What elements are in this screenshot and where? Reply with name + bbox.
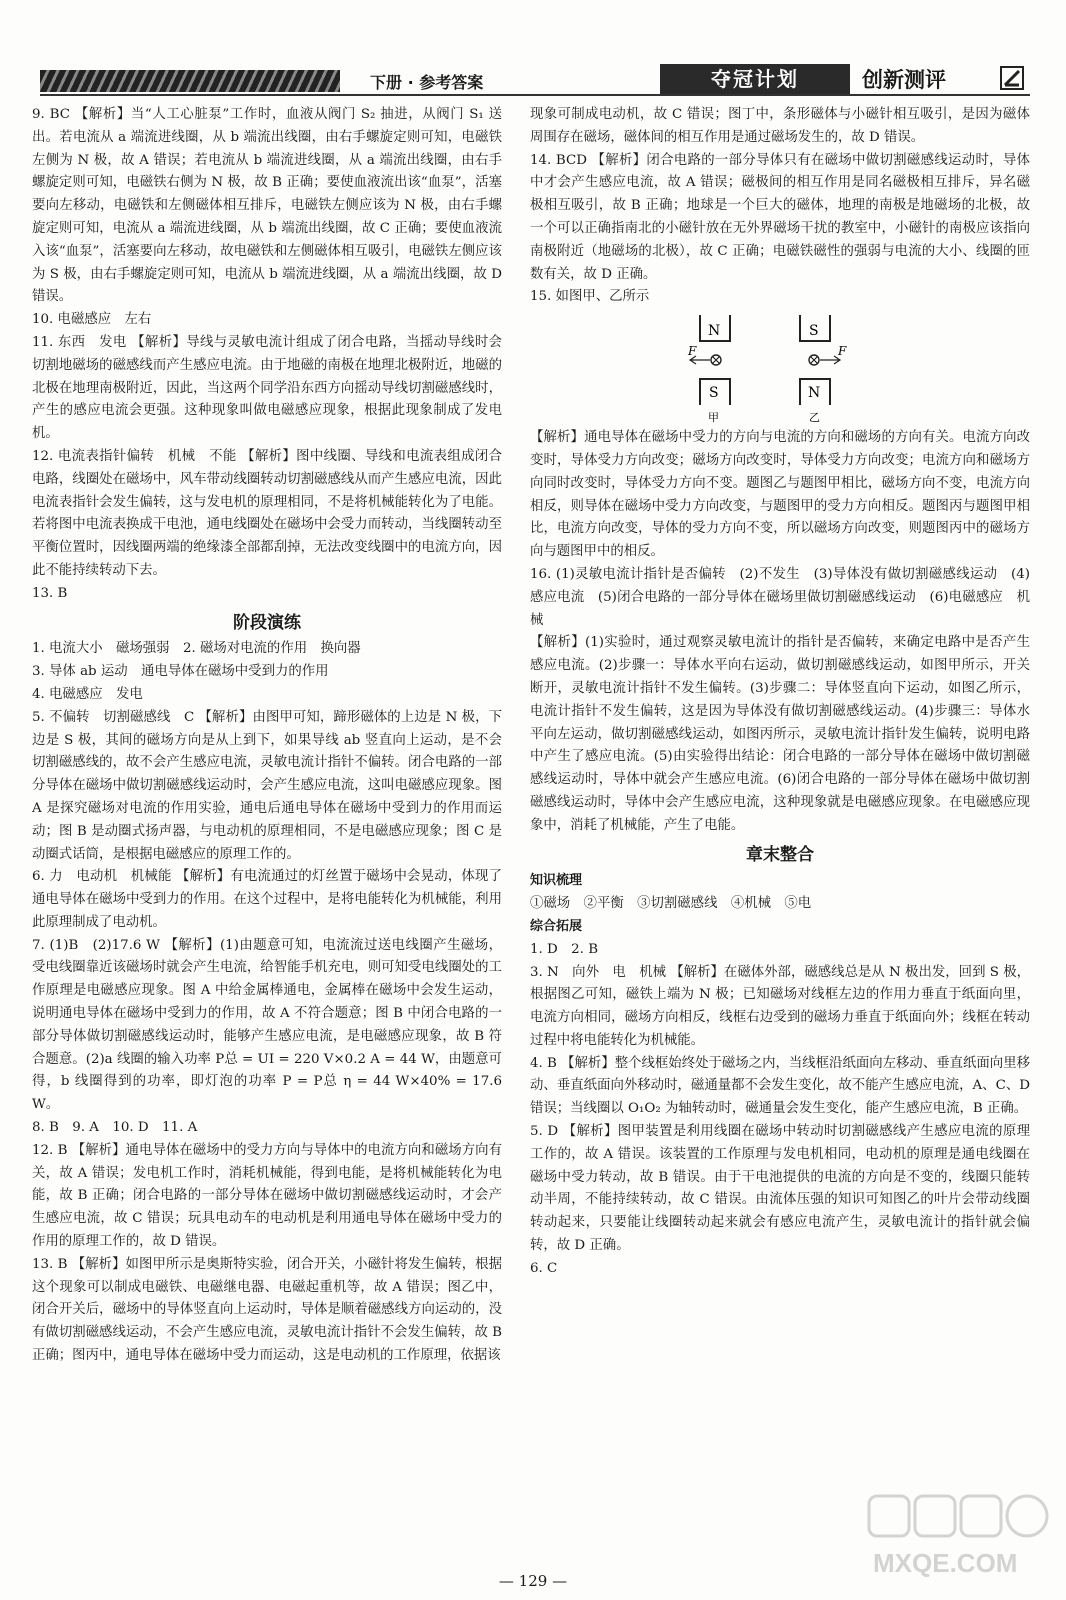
- practice-1-2: 1. 电流大小 磁场强弱 2. 磁场对电流的作用 换向器: [32, 641, 361, 657]
- label-s-yi: S: [809, 323, 819, 340]
- knowledge-items: ①磁场 ②平衡 ③切割磁感线 ④机械 ⑤电: [530, 896, 812, 912]
- section-title-chapter: 章末整合: [746, 844, 814, 865]
- extension-4: 4. B 【解析】整个线框始终处于磁场之内，当线框沿纸面向左移动、垂直纸面向里移动、垂直纸面向外移动时，磁通量都不会发生变化，故不能产生感应电流，A、C、D 错误；当线圈以 O₁O₂ 为轴转动时，磁通量会发生变化，能产生感应电流，B 正确。: [530, 1055, 1030, 1117]
- answer-10: 10. 电磁感应 左右: [32, 312, 152, 328]
- practice-8-11: 8. B 9. A 10. D 11. A: [32, 1120, 198, 1136]
- practice-4: 4. 电磁感应 发电: [32, 686, 143, 702]
- label-n-jia: N: [708, 323, 721, 340]
- label-yi: 乙: [809, 411, 820, 425]
- brand-logo: 夺冠计划: [660, 64, 850, 94]
- extension-6: 6. C: [530, 1260, 558, 1276]
- practice-14: 14. BCD 【解析】闭合电路的一部分导体只有在磁场中做切割磁感线运动时，导体中才会产生感应电流，故 A 错误；磁极间的相互作用是同名磁极相互排斥，异名磁极相互吸引，故 B 正确；地球是一个巨大的磁体，地理的南极是地磁场的北极，故一个可以正确指南北的小磁针放在无外界磁场干扰的教室中，小磁针的南极应该指向南极附近（地磁场的北极），故 C 正确；电磁铁磁性的强弱与电流的大小、线圈的匝数有关，故 D 正确。: [530, 152, 1030, 282]
- practice-15: 15. 如图甲、乙所示: [530, 289, 650, 305]
- answer-11: 11. 东西 发电 【解析】导线与灵敏电流计组成了闭合电路，当摇动导线时会切割地磁场的磁感线而产生感应电流。由于地磁的南极在地理北极附近，地磁的北极在地理南极附近，因此，当这两个同学沿东西方向摇动导线切割磁感线时，产生的感应电流会更强。这种现象叫做电磁感应现象，根据此现象制成了发电机。: [32, 334, 502, 442]
- diagram-yi: [800, 315, 847, 424]
- practice-13: 13. B 【解析】如图甲所示是奥斯特实验，闭合开关，小磁针将发生偏转，根据这个现象可以制成电磁铁、电磁继电器、电磁起重机等，故 A 错误；图乙中，闭合开关后，磁场中的导体竖直向上运动时，导体是顺着磁感线方向运动的，没有做切割磁感线运动，不会产生感应电流，灵敏电流计指针不会发生偏转，故 B 正确；图丙中，通电导体在磁场中受力而运动，这是电动机的工作原理，依据该: [32, 1256, 502, 1364]
- practice-15-analysis: 【解析】通电导体在磁场中受力的方向与电流的方向和磁场的方向有关。电流方向改变时，导体受力方向改变；磁场方向改变时，导体受力方向改变；电流方向和磁场方向同时改变时，导体受力方向不变。题图乙与题图甲相比，磁场方向不变，电流方向相反，则导体在磁场中受力方向改变，与题图甲的受力方向相反。题图丙与题图甲相比，电流方向改变，导体的受力方向不变，所以磁场方向改变，则题图丙中的磁场方向与题图甲中的相反。: [530, 430, 1030, 560]
- header-title: 下册 · 参考答案: [370, 73, 484, 92]
- label-n-yi: N: [808, 385, 821, 402]
- extension-5: 5. D 【解析】图甲装置是利用线圈在磁场中转动时切割磁感线产生感应电流的原理工作的，故 A 错误。该装置的工作原理与发电机相同，电动机的原理是通电线圈在磁场中受力转动，故 B 错误。由于干电池提供的电流的方向是不变的，线圈只能转动半周，不能持续转动，故 C 错误。由流体压强的知识可知图乙的叶片会带动线圈转动起来，只要能让线圈转动起来就会有感应电流产生，灵敏电流计的指针就会偏转，故 D 正确。: [530, 1124, 1030, 1254]
- practice-12: 12. B 【解析】通电导体在磁场中的受力方向与导体中的电流方向和磁场方向有关，故 A 错误；发电机工作时，消耗机械能，得到电能，是将机械能转化为电能，故 B 正确；闭合电路的一部分导体在磁场中做切割磁感线运动时，才会产生感应电流，故 C 错误；玩具电动车的电动机是利用通电导体在磁场中受力的作用的原理工作的，故 D 错误。: [32, 1142, 502, 1250]
- answer-12: 12. 电流表指针偏转 机械 不能 【解析】图中线圈、导线和电流表组成闭合电路，线圈处在磁场中，风车带动线圈转动切割磁感线从而产生感应电流，因此电流表指针会发生偏转，这与发电机的原理相同，不是将机械能转化为了电能。若将图中电流表换成干电池，通电线圈处在磁场中会受力而转动，当线圈转动至平衡位置时，因线圈两端的绝缘漆全部都刮掉，无法改变线圈中的电流方向，因此不能持续转动下去。: [32, 448, 502, 578]
- label-f-yi: F: [838, 344, 847, 359]
- header-decoration: [40, 70, 340, 92]
- extension-title: 综合拓展: [530, 918, 583, 934]
- label-jia: 甲: [708, 411, 719, 425]
- svg-text:MXQE.COM: MXQE.COM: [873, 1548, 1018, 1578]
- header-rule: [40, 94, 1030, 96]
- label-f-jia: F: [688, 344, 697, 359]
- practice-16-analysis: 【解析】(1)实验时，通过观察灵敏电流计的指针是否偏转，来确定电路中是否产生感应电流。(2)步骤一：导体水平向右运动，做切割磁感线运动，如图甲所示，开关断开，灵敏电流计指针不发生偏转。(3)步骤二：导体竖直向下运动，如图乙所示，电流计指针不发生偏转，这是因为导体没有做切割磁感线运动。(4)步骤三：导体水平向左运动，做切割磁感线运动，如图丙所示，灵敏电流计指针发生偏转，说明电路中产生了感应电流。(5)由实验得出结论：闭合电路的一部分导体在磁场中做切割磁感线运动时，导体中就会产生感应电流。(6)闭合电路的一部分导体在磁场中做切割磁感线运动时，导体中会产生感应电流，这种现象就是电磁感应现象。在电磁感应现象中，消耗了机械能，产生了电能。: [530, 635, 1030, 833]
- label-s-jia: S: [709, 385, 719, 402]
- section-title-practice: 阶段演练: [233, 612, 301, 633]
- page-header: [40, 58, 1030, 100]
- watermark-logo: [865, 1490, 1055, 1585]
- check-icon: [1000, 66, 1024, 90]
- right-column: [530, 104, 1030, 1281]
- page-number: — 129 —: [498, 1572, 568, 1590]
- knowledge-title: 知识梳理: [530, 873, 583, 889]
- practice-7: 7. (1)B (2)17.6 W 【解析】(1)由题意可知，电流流过送电线圈产生磁场，受电线圈靠近该磁场时就会产生电流，给智能手机充电，则可知受电线圈处的工作原理是电磁感应现象。图 A 中给金属棒通电，金属棒在磁场中会发生运动，说明通电导体在磁场中受到力的作用，故 A 不符合题意；图 B 中闭合电路的一部分导体做切割磁感线运动时，能够产生感应电流，是电磁感应现象，故 B 符合题意。(2)a 线圈的输入功率 P总 = UI = 220 V×0.2 A = 44 W，由题意可得，b 线圈得到的功率，即灯泡的功率 P = P总 η = 44 W×40% = 17.6 W。: [32, 937, 502, 1113]
- left-column: [32, 104, 502, 1368]
- practice-16: 16. (1)灵敏电流计指针是否偏转 (2)不发生 (3)导体没有做切割磁感线运动 (4)感应电流 (5)闭合电路的一部分导体在磁场里做切割磁感线运动 (6)电磁感应 机械: [530, 566, 1030, 628]
- practice-5: 5. 不偏转 切割磁感线 C 【解析】由图甲可知，蹄形磁体的上边是 N 极，下边是 S 极，其间的磁场方向是从上到下，如果导线 ab 竖直向上运动，是不会切割磁感线的，故不会产生感应电流，灵敏电流计指针不偏转。闭合电路的一部分导体在磁场中做切割磁感线运动时，会产生感应电流，这叫电磁感应现象。图 A 是探究磁场对电流的作用实验，通电后通电导体在磁场中受到力的作用而运动；图 B 是动圈式扬声器，与电动机的原理相同，不是电磁感应现象；图 C 是动圈式话筒，是根据电磁感应的原理工作的。: [32, 709, 502, 862]
- answer-9: 9. BC 【解析】当“人工心脏泵”工作时，血液从阀门 S₂ 抽进，从阀门 S₁ 送出。若电流从 a 端流进线圈，从 b 端流出线圈，由右手螺旋定则可知，电磁铁左侧为 N 极，故 A 错误；若电流从 b 端流进线圈，从 a 端流出线圈，由右手螺旋定则可知，电磁铁右侧为 N 极，故 B 正确；要使血液流出该“血泵”，活塞要向左移动，电磁铁和左侧磁体相互排斥，电磁铁左侧应该为 N 极，由右手螺旋定则可知，电流从 a 端流进线圈，从 b 端流出线圈，故 C 正确；要使血液流入该“血泵”，活塞要向左移动，故电磁铁和左侧磁体相互吸引，电磁铁左侧应该为 S 极，由右手螺旋定则可知，电流从 b 端流进线圈，从 a 端流出线圈，故 D 错误。: [32, 107, 502, 305]
- practice-3: 3. 导体 ab 运动 通电导体在磁场中受到力的作用: [32, 664, 329, 680]
- magnet-diagram: [690, 313, 860, 423]
- brand-subtitle: 创新测评: [862, 68, 946, 92]
- practice-13-cont: 现象可制成电动机，故 C 错误；图丁中，条形磁体与小磁针相互吸引，是因为磁体周围存在磁场，磁体间的相互作用是通过磁场发生的，故 D 错误。: [530, 107, 1030, 145]
- answer-13: 13. B: [32, 585, 68, 601]
- extension-3: 3. N 向外 电 机械 【解析】在磁体外部，磁感线总是从 N 极出发，回到 S 极，根据图乙可知，磁铁上端为 N 极；已知磁场对线框左边的作用力垂直于纸面向里，电流方向相同，磁场方向相反，线框右边受到的磁场力垂直于纸面向外；线框在转动过程中将电能转化为机械能。: [530, 964, 1030, 1048]
- diagram-jia: [687, 315, 730, 424]
- extension-1-2: 1. D 2. B: [530, 941, 599, 957]
- practice-6: 6. 力 电动机 机械能 【解析】有电流通过的灯丝置于磁场中会晃动，体现了通电导体在磁场中受到力的作用。在这个过程中，是将电能转化为机械能，利用此原理制成了电动机。: [32, 869, 502, 930]
